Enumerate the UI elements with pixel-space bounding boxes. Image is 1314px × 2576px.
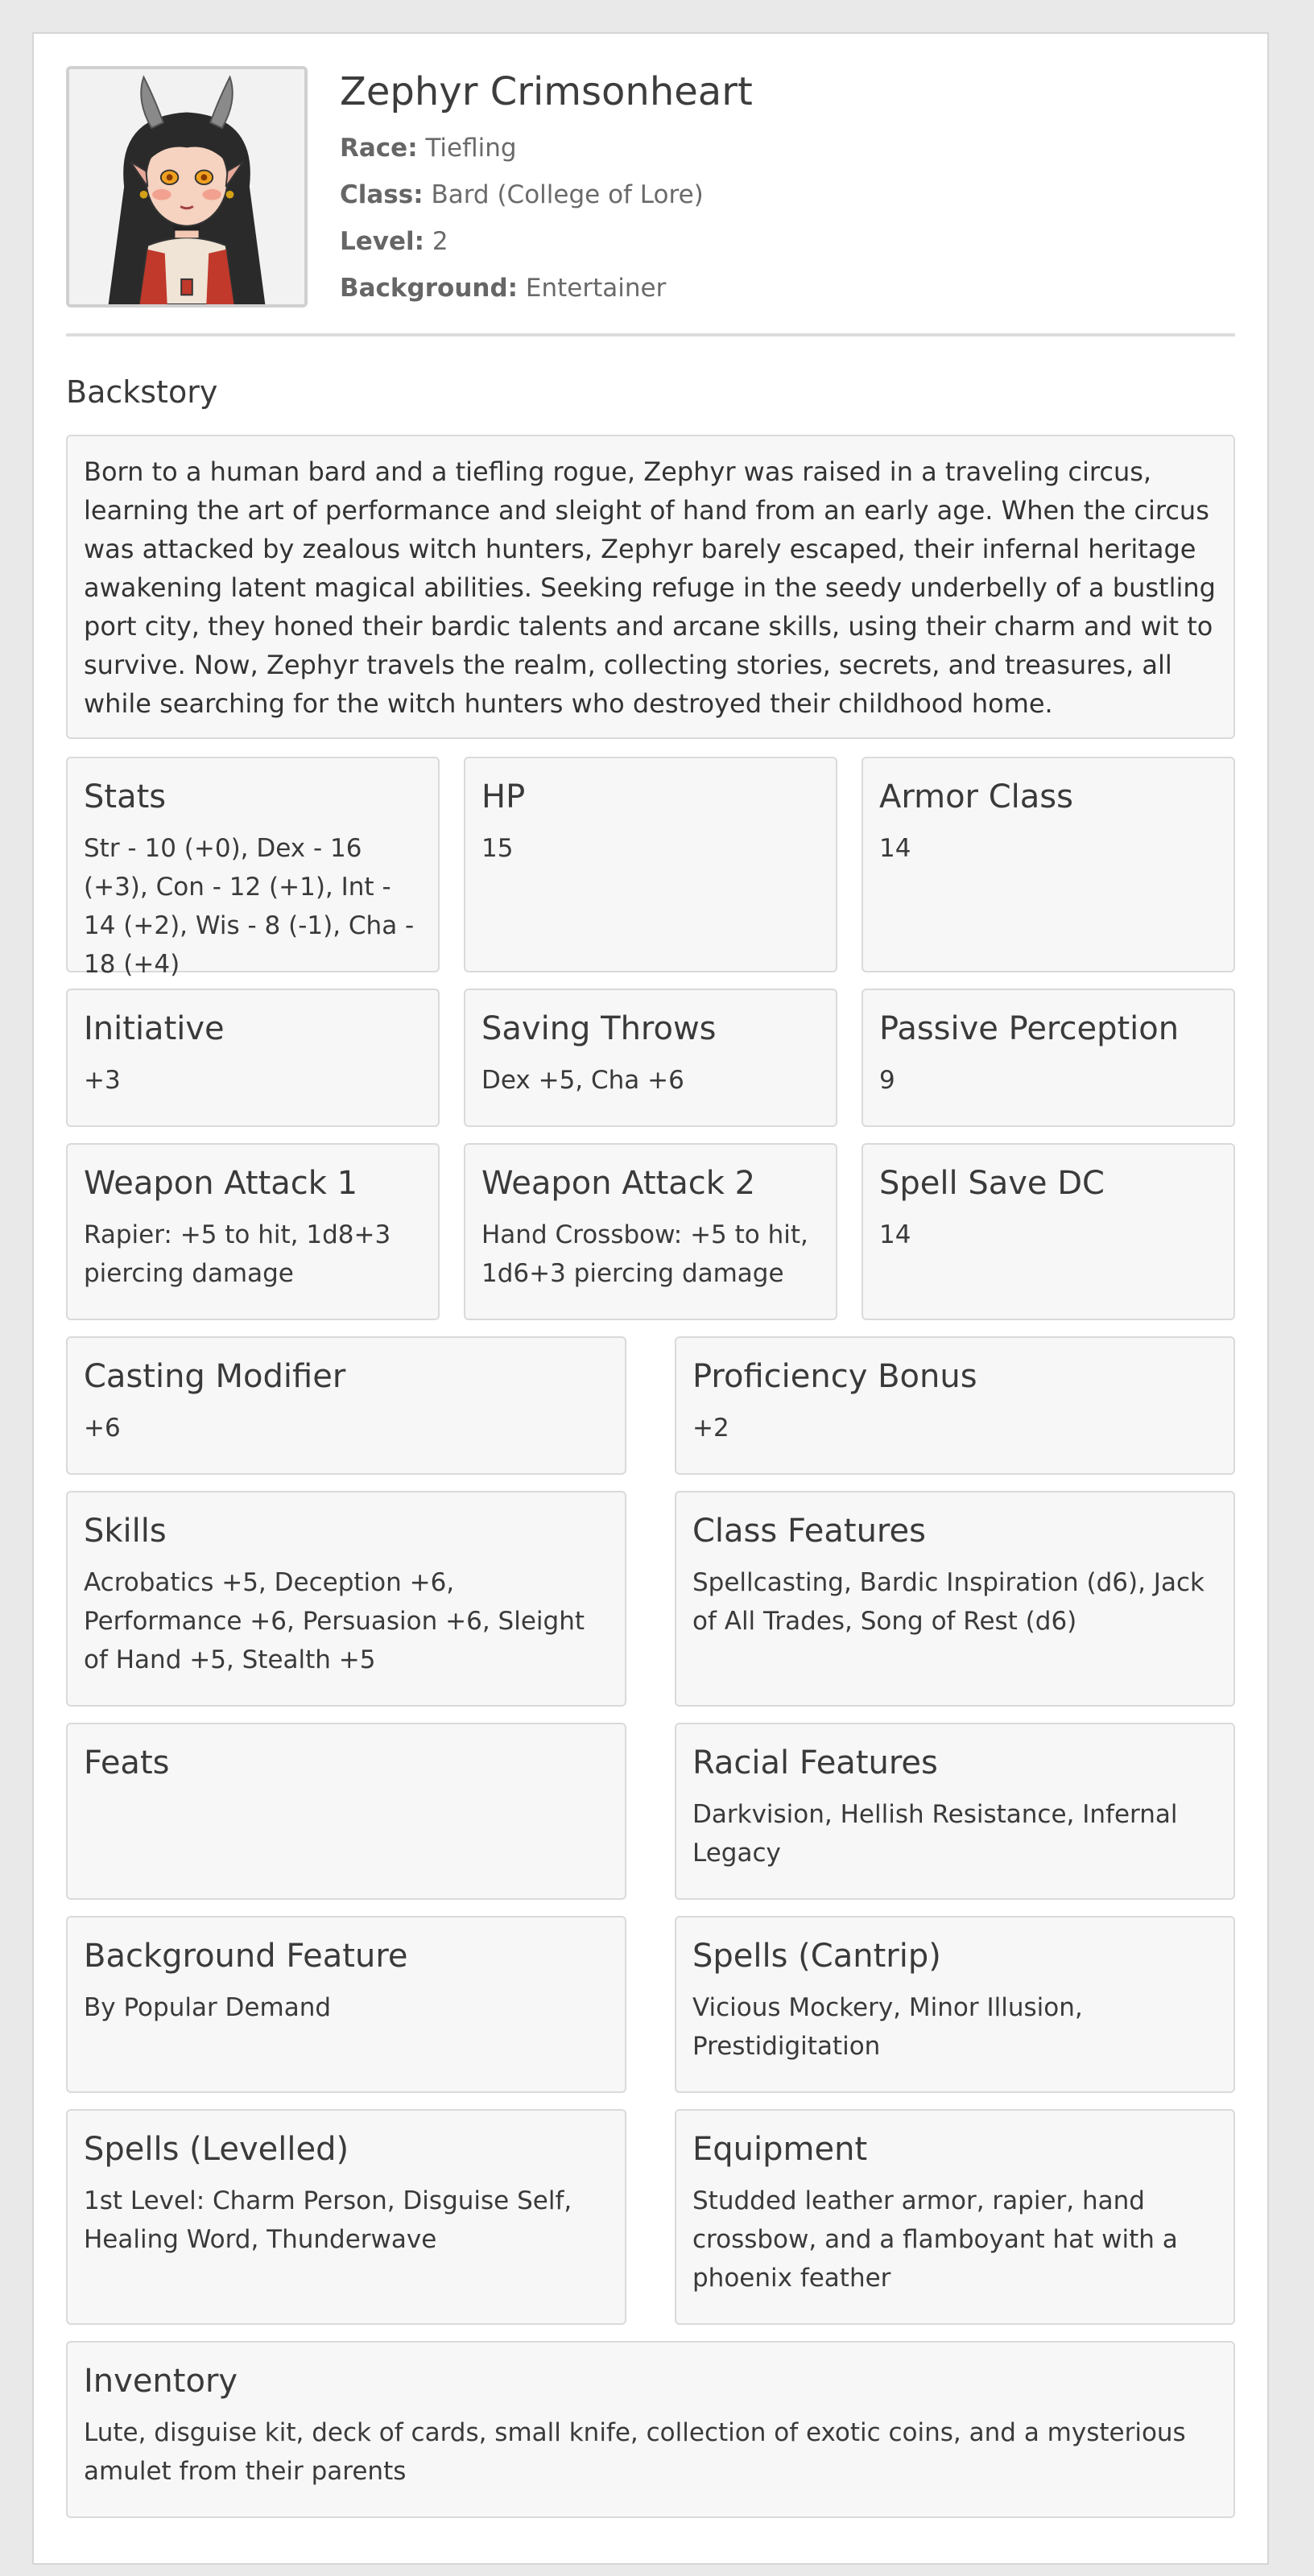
inventory-panel [66, 2341, 1235, 2518]
casting-modifier-panel [66, 1336, 626, 1475]
equipment-value: Studded leather armor, rapier, hand crossbow, and a flamboyant hat with a phoenix feather [692, 2186, 1178, 2293]
character-portrait [66, 66, 308, 308]
race-label: Race: [340, 134, 418, 163]
saving-throws-panel [464, 989, 837, 1127]
proficiency-bonus-title: Proficiency Bonus [692, 1358, 977, 1395]
stats-title: Stats [84, 778, 167, 815]
background-value: Entertainer [525, 274, 667, 303]
class-features-title: Class Features [692, 1513, 926, 1550]
inventory-title: Inventory [84, 2363, 238, 2400]
backstory-title: Backstory [66, 374, 218, 410]
stats-value: Str - 10 (+0), Dex - 16 (+3), Con - 12 (+1), Int - 14 (+2), Wis - 8 (-1), Cha - 18 (+4) [84, 834, 415, 979]
initiative-panel [66, 989, 440, 1127]
spells-levelled-value: 1st Level: Charm Person, Disguise Self, Healing Word, Thunderwave [84, 2186, 572, 2254]
spell-save-dc-title: Spell Save DC [879, 1165, 1105, 1202]
feats-panel [66, 1723, 626, 1900]
spells-cantrip-value: Vicious Mockery, Minor Illusion, Prestidigitation [692, 1993, 1083, 2061]
weapon-attack-1-panel [66, 1143, 440, 1320]
spell-save-dc-value: 14 [879, 1220, 911, 1249]
feats-title: Feats [84, 1744, 170, 1781]
header-divider [66, 333, 1235, 336]
skills-panel [66, 1491, 626, 1707]
saving-throws-title: Saving Throws [481, 1010, 717, 1047]
spell-save-dc-panel [862, 1143, 1235, 1320]
equipment-panel [675, 2109, 1235, 2325]
saving-throws-value: Dex +5, Cha +6 [481, 1066, 684, 1095]
weapon-attack-1-title: Weapon Attack 1 [84, 1165, 358, 1202]
character-name: Zephyr Crimsonheart [340, 69, 753, 114]
stats-panel [66, 757, 440, 979]
initiative-value: +3 [84, 1066, 121, 1095]
backstory-panel [66, 435, 1235, 739]
background-feature-panel [66, 1916, 626, 2093]
spells-levelled-panel [66, 2109, 626, 2325]
level-label: Level: [340, 227, 425, 256]
level-line [340, 225, 448, 258]
class-features-value: Spellcasting, Bardic Inspiration (d6), Jack of All Trades, Song of Rest (d6) [692, 1568, 1204, 1636]
class-features-panel [675, 1491, 1235, 1707]
proficiency-bonus-value: +2 [692, 1414, 729, 1443]
casting-modifier-title: Casting Modifier [84, 1358, 346, 1395]
hp-panel [464, 757, 837, 972]
racial-features-value: Darkvision, Hellish Resistance, Infernal Legacy [692, 1800, 1178, 1868]
class-line [340, 179, 704, 211]
race-value: Tiefling [425, 134, 517, 163]
weapon-attack-2-value: Hand Crossbow: +5 to hit, 1d6+3 piercing damage [481, 1220, 808, 1288]
passive-perception-title: Passive Perception [879, 1010, 1180, 1047]
armor-class-title: Armor Class [879, 778, 1073, 815]
weapon-attack-1-value: Rapier: +5 to hit, 1d8+3 piercing damage [84, 1220, 391, 1288]
background-feature-value: By Popular Demand [84, 1993, 332, 2022]
tiefling-portrait-image [69, 69, 304, 304]
skills-title: Skills [84, 1513, 167, 1550]
initiative-title: Initiative [84, 1010, 225, 1047]
spells-levelled-title: Spells (Levelled) [84, 2131, 349, 2168]
race-line [340, 132, 517, 164]
weapon-attack-2-title: Weapon Attack 2 [481, 1165, 756, 1202]
spells-cantrip-title: Spells (Cantrip) [692, 1938, 941, 1975]
backstory-text: Born to a human bard and a tiefling rogue, Zephyr was raised in a traveling circus, learning the art of performance and sleight of hand from an early age. When the circus was attacked by zealous witch hunters, Zephyr barely escaped, their infernal heritage awakening latent magical abilities. Seeking refuge in the seedy underbelly of a bustling port city, they honed their bardic talents and arcane skills, using their charm and wit to survive. Now, Zephyr travels the realm, collecting stories, secrets, and treasures, all while searching for the witch hunters who destroyed their childhood home. [84, 456, 1216, 719]
background-feature-title: Background Feature [84, 1938, 408, 1975]
inventory-value: Lute, disguise kit, deck of cards, small knife, collection of exotic coins, and a mysterious amulet from their parents [84, 2418, 1186, 2486]
racial-features-panel [675, 1723, 1235, 1900]
background-line [340, 272, 666, 304]
level-value: 2 [432, 227, 448, 256]
casting-modifier-value: +6 [84, 1414, 121, 1443]
class-value: Bard (College of Lore) [431, 180, 704, 209]
hp-value: 15 [481, 834, 514, 863]
hp-title: HP [481, 778, 526, 815]
equipment-title: Equipment [692, 2131, 868, 2168]
background-label: Background: [340, 274, 519, 303]
weapon-attack-2-panel [464, 1143, 837, 1320]
class-label: Class: [340, 180, 424, 209]
proficiency-bonus-panel [675, 1336, 1235, 1475]
racial-features-title: Racial Features [692, 1744, 938, 1781]
passive-perception-panel [862, 989, 1235, 1127]
spells-cantrip-panel [675, 1916, 1235, 2093]
armor-class-panel [862, 757, 1235, 972]
skills-value: Acrobatics +5, Deception +6, Performance +6, Persuasion +6, Sleight of Hand +5, Stealth +5 [84, 1568, 585, 1674]
armor-class-value: 14 [879, 834, 911, 863]
passive-perception-value: 9 [879, 1066, 895, 1095]
